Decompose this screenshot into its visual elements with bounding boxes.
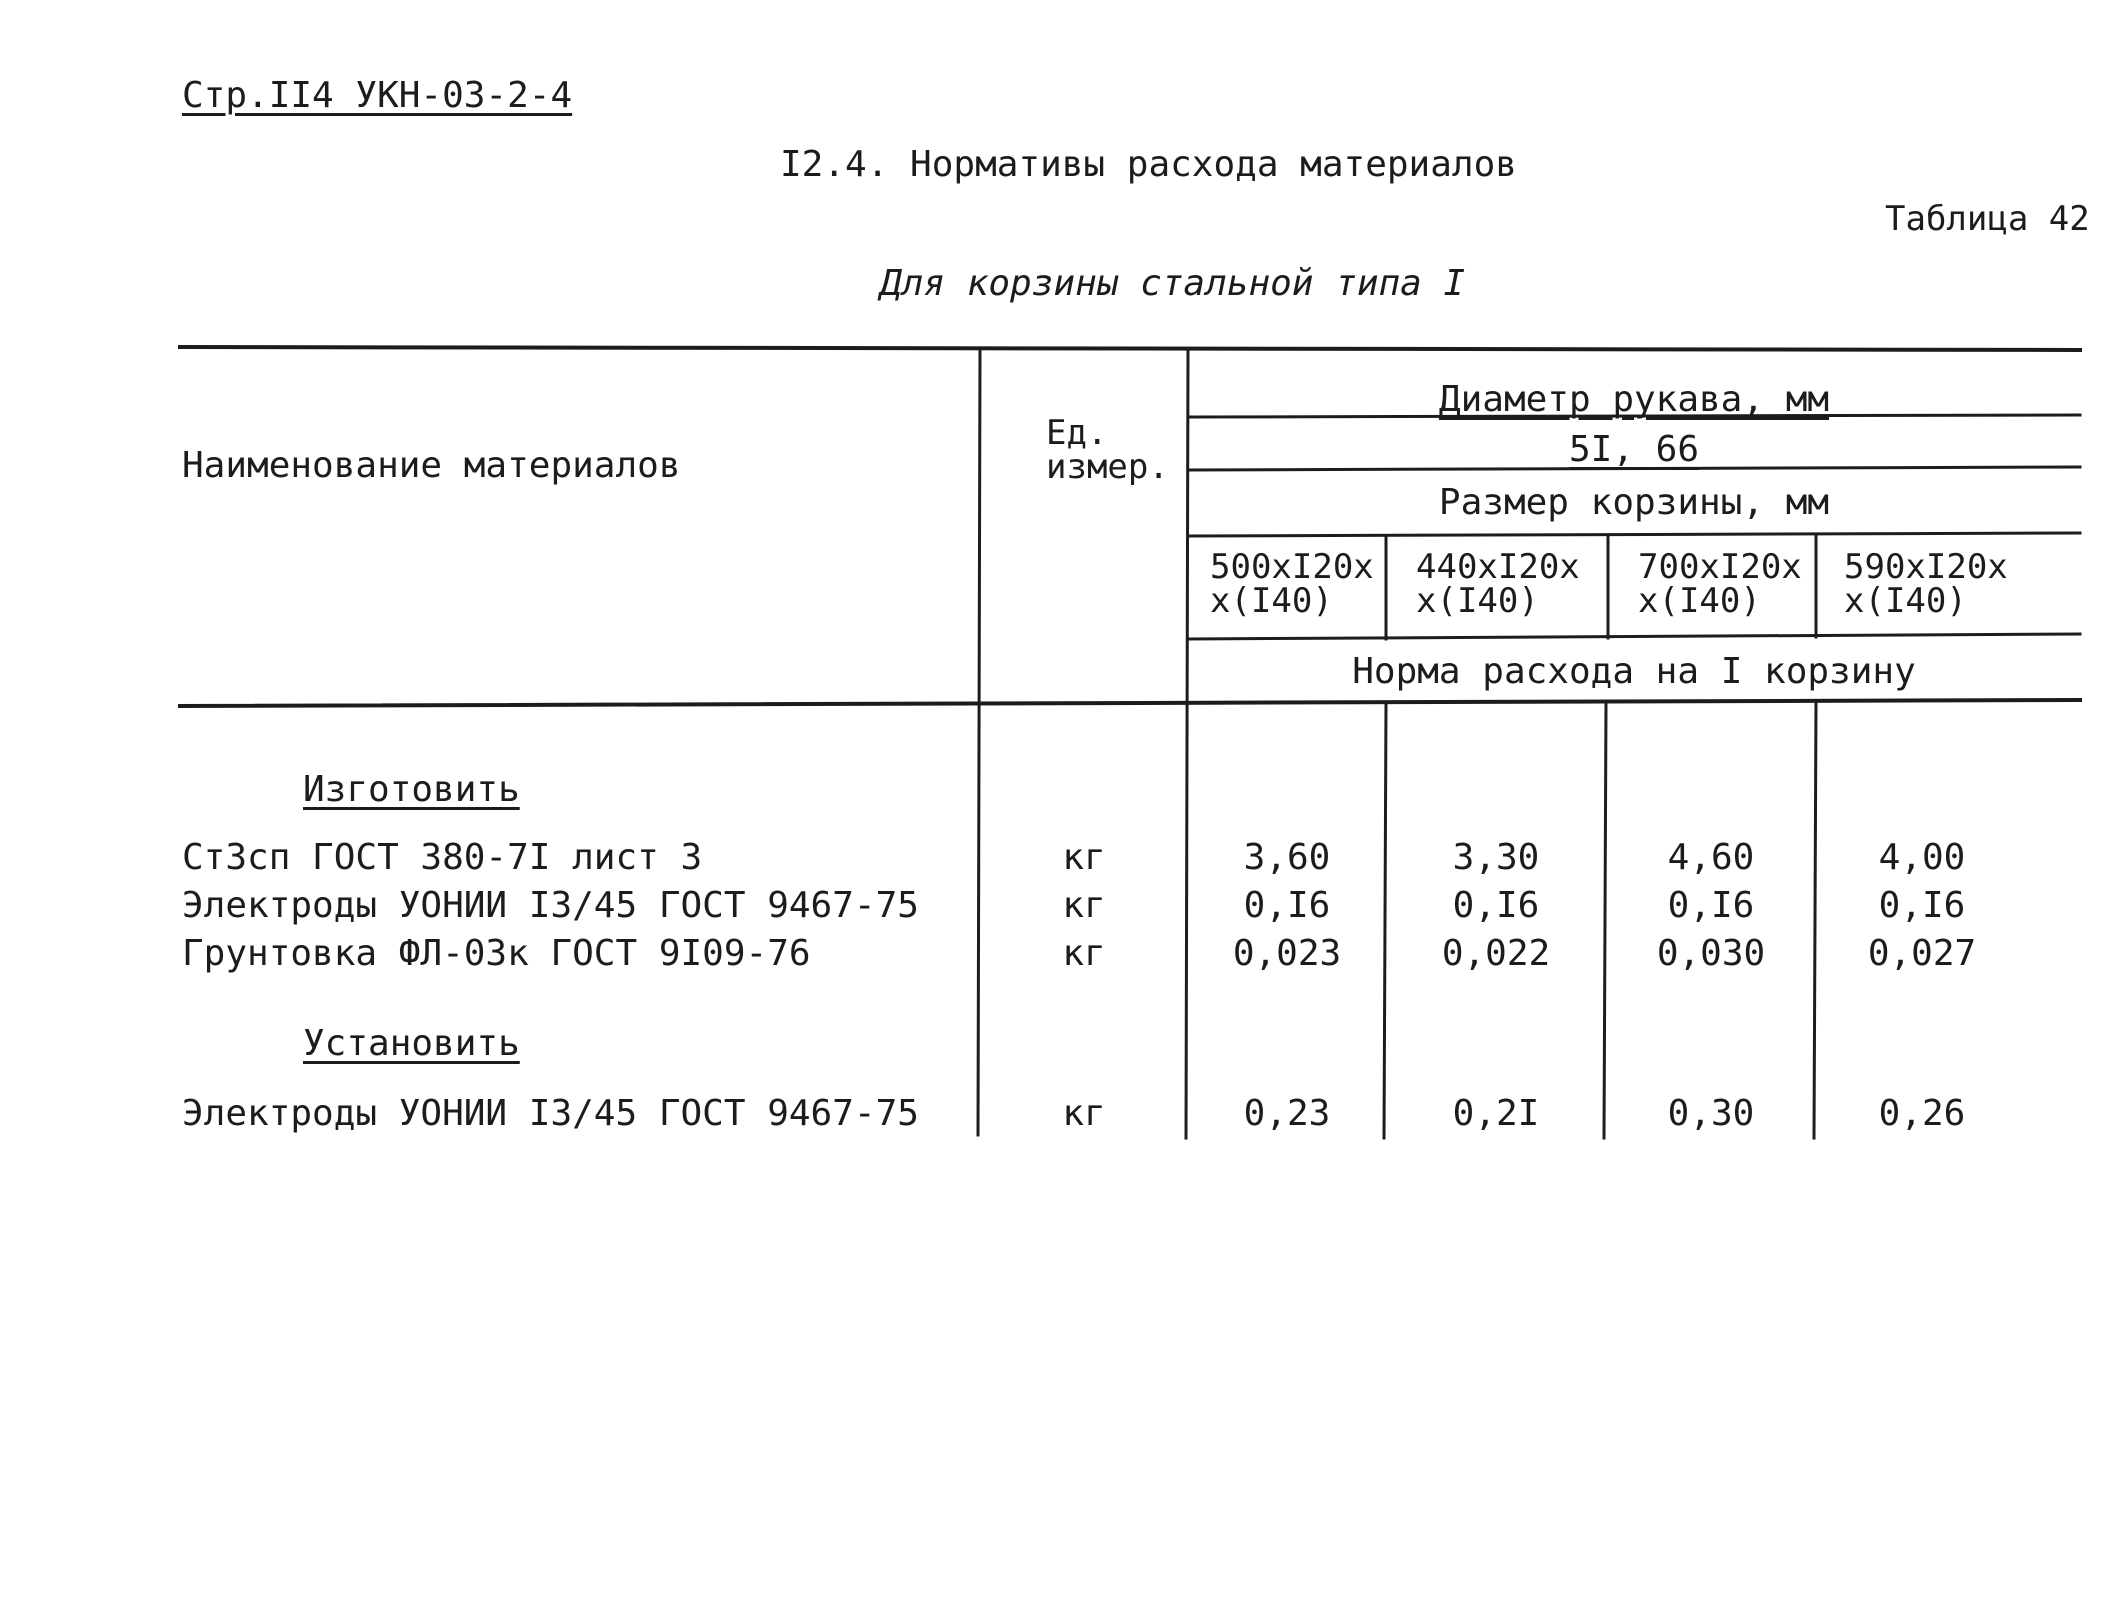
table-label: Таблица 42: [1885, 199, 2090, 239]
row-value: 0,23: [1243, 1093, 1331, 1134]
row-material-name: Ст3сп ГОСТ 380-7I лист 3: [182, 837, 703, 878]
size-header: Размер корзины, мм: [1438, 482, 1830, 523]
row-value: 0,I6: [1452, 885, 1540, 926]
diameter-values: 5I, 66: [1568, 429, 1700, 470]
page-reference: Стр.II4 УКН-03-2-4: [182, 75, 573, 116]
row-unit: кг: [1062, 933, 1106, 974]
row-value: 0,I6: [1878, 885, 1966, 926]
size-cell-4: 590xI20x x(I40): [1844, 547, 2008, 621]
diameter-header: Диаметр рукава, мм: [1438, 379, 1830, 420]
col-name-header: Наименование материалов: [182, 445, 681, 486]
section-title: I2.4. Нормативы расхода материалов: [780, 144, 1517, 185]
group-title-manufacture: Изготовить: [303, 769, 520, 810]
row-value: 4,00: [1878, 837, 1966, 878]
row-material-name: Грунтовка ФЛ-03к ГОСТ 9I09-76: [182, 933, 811, 974]
row-unit: кг: [1062, 885, 1106, 926]
row-unit: кг: [1062, 837, 1106, 878]
row-value: 0,022: [1441, 933, 1551, 974]
row-material-name: Электроды УОНИИ I3/45 ГОСТ 9467-75: [182, 1093, 919, 1134]
norm-header: Норма расхода на I корзину: [1352, 651, 1916, 692]
row-value: 3,60: [1243, 837, 1331, 878]
row-value: 0,26: [1878, 1093, 1966, 1134]
size-cell-3: 700xI20x x(I40): [1638, 547, 1802, 621]
row-value: 4,60: [1667, 837, 1755, 878]
size-cell-2: 440xI20x x(I40): [1416, 547, 1580, 621]
row-value: 0,2I: [1452, 1093, 1540, 1134]
group-title-install: Установить: [303, 1023, 520, 1064]
row-value: 0,027: [1867, 933, 1977, 974]
row-value: 0,30: [1667, 1093, 1755, 1134]
row-material-name: Электроды УОНИИ I3/45 ГОСТ 9467-75: [182, 885, 919, 926]
row-value: 0,I6: [1243, 885, 1331, 926]
row-value: 0,I6: [1667, 885, 1755, 926]
row-value: 0,023: [1232, 933, 1342, 974]
size-cell-1: 500xI20x x(I40): [1210, 547, 1374, 621]
table-caption: Для корзины стальной типа I: [880, 263, 1466, 304]
row-value: 3,30: [1452, 837, 1540, 878]
col-unit-header: Ед. измер.: [1046, 413, 1169, 487]
row-unit: кг: [1062, 1093, 1106, 1134]
row-value: 0,030: [1656, 933, 1766, 974]
